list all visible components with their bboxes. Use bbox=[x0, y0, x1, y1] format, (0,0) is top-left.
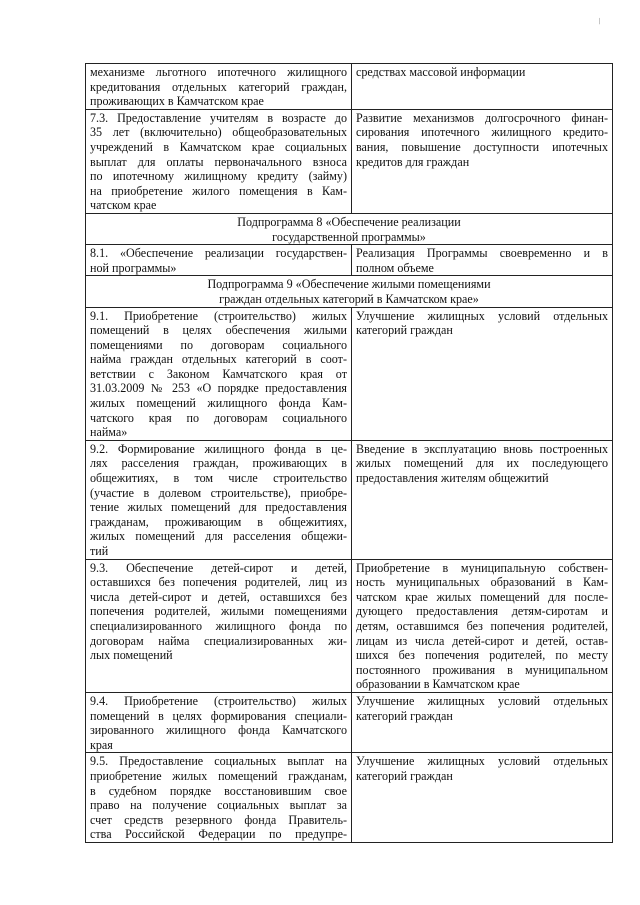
text-line: выплат для оплаты первоначального взноса bbox=[90, 154, 347, 169]
text-line: приобретение жилых помещений гражданам, bbox=[90, 768, 347, 783]
text-line: ной программы» bbox=[90, 260, 177, 275]
text-line: 9.2. Формирование жилищного фонда в це- bbox=[90, 441, 347, 456]
text-line: лых помещений bbox=[90, 648, 173, 663]
text-line: сирования ипотечного жилищного кредито- bbox=[356, 125, 608, 140]
result-cell bbox=[352, 440, 613, 559]
text-line: детям, оставшимся без попечения родителей, bbox=[356, 618, 608, 633]
text-line: помещений в целях формирования специали- bbox=[90, 708, 347, 723]
text-line: жилых помещений жилищного фонда Кам- bbox=[90, 396, 347, 411]
text-line: Улучшение жилищных условий отдельных bbox=[356, 754, 608, 769]
text-line: средствах массовой информации bbox=[356, 65, 526, 79]
text-line: Приобретение в муниципальную собствен- bbox=[356, 560, 608, 575]
heading-line: государственной программы» bbox=[272, 229, 426, 244]
text-line: чатском крае bbox=[90, 198, 157, 213]
text-line: 9.4. Приобретение (строительство) жилых bbox=[90, 693, 347, 708]
text-line: категорий граждан bbox=[356, 323, 453, 338]
measure-cell bbox=[86, 64, 352, 110]
text-line: тение жилых помещений для предоставления bbox=[90, 500, 347, 515]
result-cell bbox=[352, 307, 613, 440]
text-line: учреждений в Камчатском крае социальных bbox=[90, 139, 347, 154]
text-line: жилых помещений для расселения общежи- bbox=[90, 529, 347, 544]
text-line: по ипотечному жилищному кредиту (займу) bbox=[90, 169, 347, 184]
text-line: вания, повышение доступности ипотечных bbox=[356, 139, 608, 154]
text-line: чатском крае жилых помещений для после- bbox=[356, 589, 608, 604]
subprogram-9-heading bbox=[86, 276, 613, 307]
subprogram-heading-row bbox=[86, 276, 613, 307]
table-row bbox=[86, 109, 613, 213]
text-line: кредитования отдельных категорий граждан, bbox=[90, 79, 347, 94]
result-cell bbox=[352, 64, 613, 110]
program-measures-table bbox=[85, 63, 613, 843]
measure-cell bbox=[86, 109, 352, 213]
text-line: лях расселения граждан, проживающих в bbox=[90, 456, 347, 471]
text-line: (участие в долевом строительстве), приобре- bbox=[90, 485, 347, 500]
table-row bbox=[86, 753, 613, 843]
measure-cell bbox=[86, 692, 352, 752]
text-line: помещений в целях обеспечения жилыми bbox=[90, 323, 347, 338]
page-corner-mark: / bbox=[596, 15, 603, 27]
text-line: края bbox=[90, 737, 113, 752]
text-line: числа детей-сирот и детей, оставшихся без bbox=[90, 589, 347, 604]
text-line: договорам найма специализированных жи- bbox=[90, 633, 347, 648]
text-line: проживающих в Камчатском крае bbox=[90, 94, 264, 109]
text-line: полном объеме bbox=[356, 260, 434, 275]
heading-line: граждан отдельных категорий в Камчатском крае» bbox=[219, 291, 479, 306]
text-line: предоставления жителям общежитий bbox=[356, 471, 549, 486]
text-line: жилых помещений для их последующего bbox=[356, 456, 608, 471]
text-line: образовании в Камчатском крае bbox=[356, 677, 520, 692]
table-row bbox=[86, 559, 613, 692]
measure-cell bbox=[86, 559, 352, 692]
text-line: чатского края по договорам социального bbox=[90, 410, 347, 425]
result-cell bbox=[352, 245, 613, 276]
text-line: Введение в эксплуатацию вновь построенных bbox=[356, 441, 608, 456]
text-line: зированного жилищного фонда Камчатского bbox=[90, 723, 347, 738]
text-line: Реализация Программы своевременно и в bbox=[356, 246, 608, 261]
measure-cell bbox=[86, 245, 352, 276]
text-line: найма» bbox=[90, 425, 128, 440]
table-row bbox=[86, 245, 613, 276]
text-line: постоянного проживания в муниципальном bbox=[356, 662, 608, 677]
text-line: 9.5. Предоставление социальных выплат на bbox=[90, 754, 347, 769]
text-line: счет средств резервного фонда Правитель- bbox=[90, 812, 347, 827]
text-line: дующего предоставления детям-сиротам и bbox=[356, 604, 608, 619]
text-line: ность муниципальных образований в Кам- bbox=[356, 575, 608, 590]
text-line: Улучшение жилищных условий отдельных bbox=[356, 308, 608, 323]
text-line: на приобретение жилого помещения в Кам- bbox=[90, 183, 347, 198]
text-line: Улучшение жилищных условий отдельных bbox=[356, 693, 608, 708]
subprogram-heading-row bbox=[86, 213, 613, 244]
measure-cell bbox=[86, 440, 352, 559]
text-line: в судебном порядке восстановившим свое bbox=[90, 783, 347, 798]
text-line: общежитиях, в том числе строительство bbox=[90, 471, 347, 486]
text-line: помещениями по договорам социального bbox=[90, 337, 347, 352]
text-line: найма граждан отдельных категорий в соот- bbox=[90, 352, 347, 367]
result-cell bbox=[352, 753, 613, 843]
heading-line: Подпрограмма 8 «Обеспечение реализации bbox=[237, 214, 461, 229]
text-line: категорий граждан bbox=[356, 768, 453, 783]
heading-line: Подпрограмма 9 «Обеспечение жилыми помещениями bbox=[207, 277, 491, 292]
text-line: 31.03.2009 № 253 «О порядке предоставления bbox=[90, 381, 347, 396]
text-line: 35 лет (включительно) общеобразовательных bbox=[90, 125, 347, 140]
measure-cell bbox=[86, 753, 352, 843]
table-row bbox=[86, 692, 613, 752]
text-line: шихся без попечения родителей, по месту bbox=[356, 648, 608, 663]
result-cell bbox=[352, 559, 613, 692]
text-line: 9.3. Обеспечение детей-сирот и детей, bbox=[90, 560, 347, 575]
text-line: лицам из числа детей-сирот и детей, остав- bbox=[356, 633, 608, 648]
text-line: специализированного жилищного фонда по bbox=[90, 618, 347, 633]
result-cell bbox=[352, 109, 613, 213]
text-line: Развитие механизмов долгосрочного финан- bbox=[356, 110, 608, 125]
table-row bbox=[86, 64, 613, 110]
measure-cell bbox=[86, 307, 352, 440]
text-line: механизме льготного ипотечного жилищного bbox=[90, 65, 347, 79]
subprogram-8-heading bbox=[86, 213, 613, 244]
text-line: гражданам, проживающим в общежитиях, bbox=[90, 514, 347, 529]
text-line: тий bbox=[90, 544, 109, 558]
text-line: оставшихся без попечения родителей, лиц из bbox=[90, 575, 347, 590]
text-line: 8.1. «Обеспечение реализации государствен- bbox=[90, 246, 347, 261]
text-line: ства Российской Федерации по предупре- bbox=[90, 827, 347, 842]
result-cell bbox=[352, 692, 613, 752]
table-row bbox=[86, 440, 613, 559]
text-line: 7.3. Предоставление учителям в возрасте до bbox=[90, 110, 347, 125]
text-line: ветствии с Законом Камчатского края от bbox=[90, 366, 347, 381]
text-line: попечения родителей, жилыми помещениями bbox=[90, 604, 347, 619]
text-line: право на получение социальных выплат за bbox=[90, 798, 347, 813]
text-line: 9.1. Приобретение (строительство) жилых bbox=[90, 308, 347, 323]
table-row bbox=[86, 307, 613, 440]
text-line: категорий граждан bbox=[356, 708, 453, 723]
text-line: кредитов для граждан bbox=[356, 154, 470, 169]
